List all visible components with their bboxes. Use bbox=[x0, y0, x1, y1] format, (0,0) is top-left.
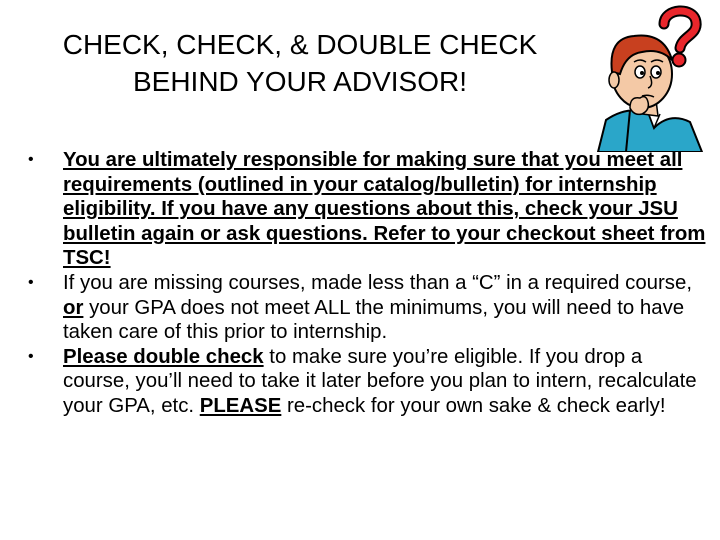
bullet-list bbox=[26, 148, 706, 419]
bullet-2-text-part1: If you are missing courses, made less than a “C” in a required course, bbox=[63, 271, 692, 294]
bullet-3-emphasis-1: Please double check bbox=[63, 345, 264, 368]
bullet-1-text: You are ultimately responsible for making sure that you meet all requirements (outlined in your catalog/bulletin) for internship eligibility. If you have any questions about this, check your JSU bulletin again or ask questions. Refer to your checkout sheet from TSC! bbox=[63, 149, 706, 270]
list-item bbox=[26, 148, 706, 271]
bullet-dot-icon: • bbox=[28, 151, 34, 168]
bullet-2-emphasis: or bbox=[63, 296, 84, 319]
list-item bbox=[26, 345, 706, 419]
bullet-3-emphasis-2: PLEASE bbox=[199, 394, 282, 417]
title-line-1: CHECK, CHECK, & DOUBLE CHECK bbox=[62, 29, 538, 60]
slide-title bbox=[10, 26, 590, 100]
title-line-2: BEHIND YOUR ADVISOR! bbox=[132, 66, 467, 97]
bullet-3-text-part1: to make sure you’re eligible. If you drop a course, you’ll need to take it later before you plan to intern, recalculate your GPA, etc. bbox=[63, 345, 697, 417]
thinking-person-with-question-mark-icon bbox=[590, 2, 710, 152]
bullet-3-text-part2: re-check for your own sake & check early! bbox=[281, 394, 666, 417]
list-item bbox=[26, 271, 706, 345]
bullet-dot-icon: • bbox=[28, 273, 34, 291]
bullet-2-text-part2: your GPA does not meet ALL the minimums, you will need to have taken care of this prior to internship. bbox=[63, 296, 685, 344]
bullet-dot-icon: • bbox=[28, 347, 34, 365]
